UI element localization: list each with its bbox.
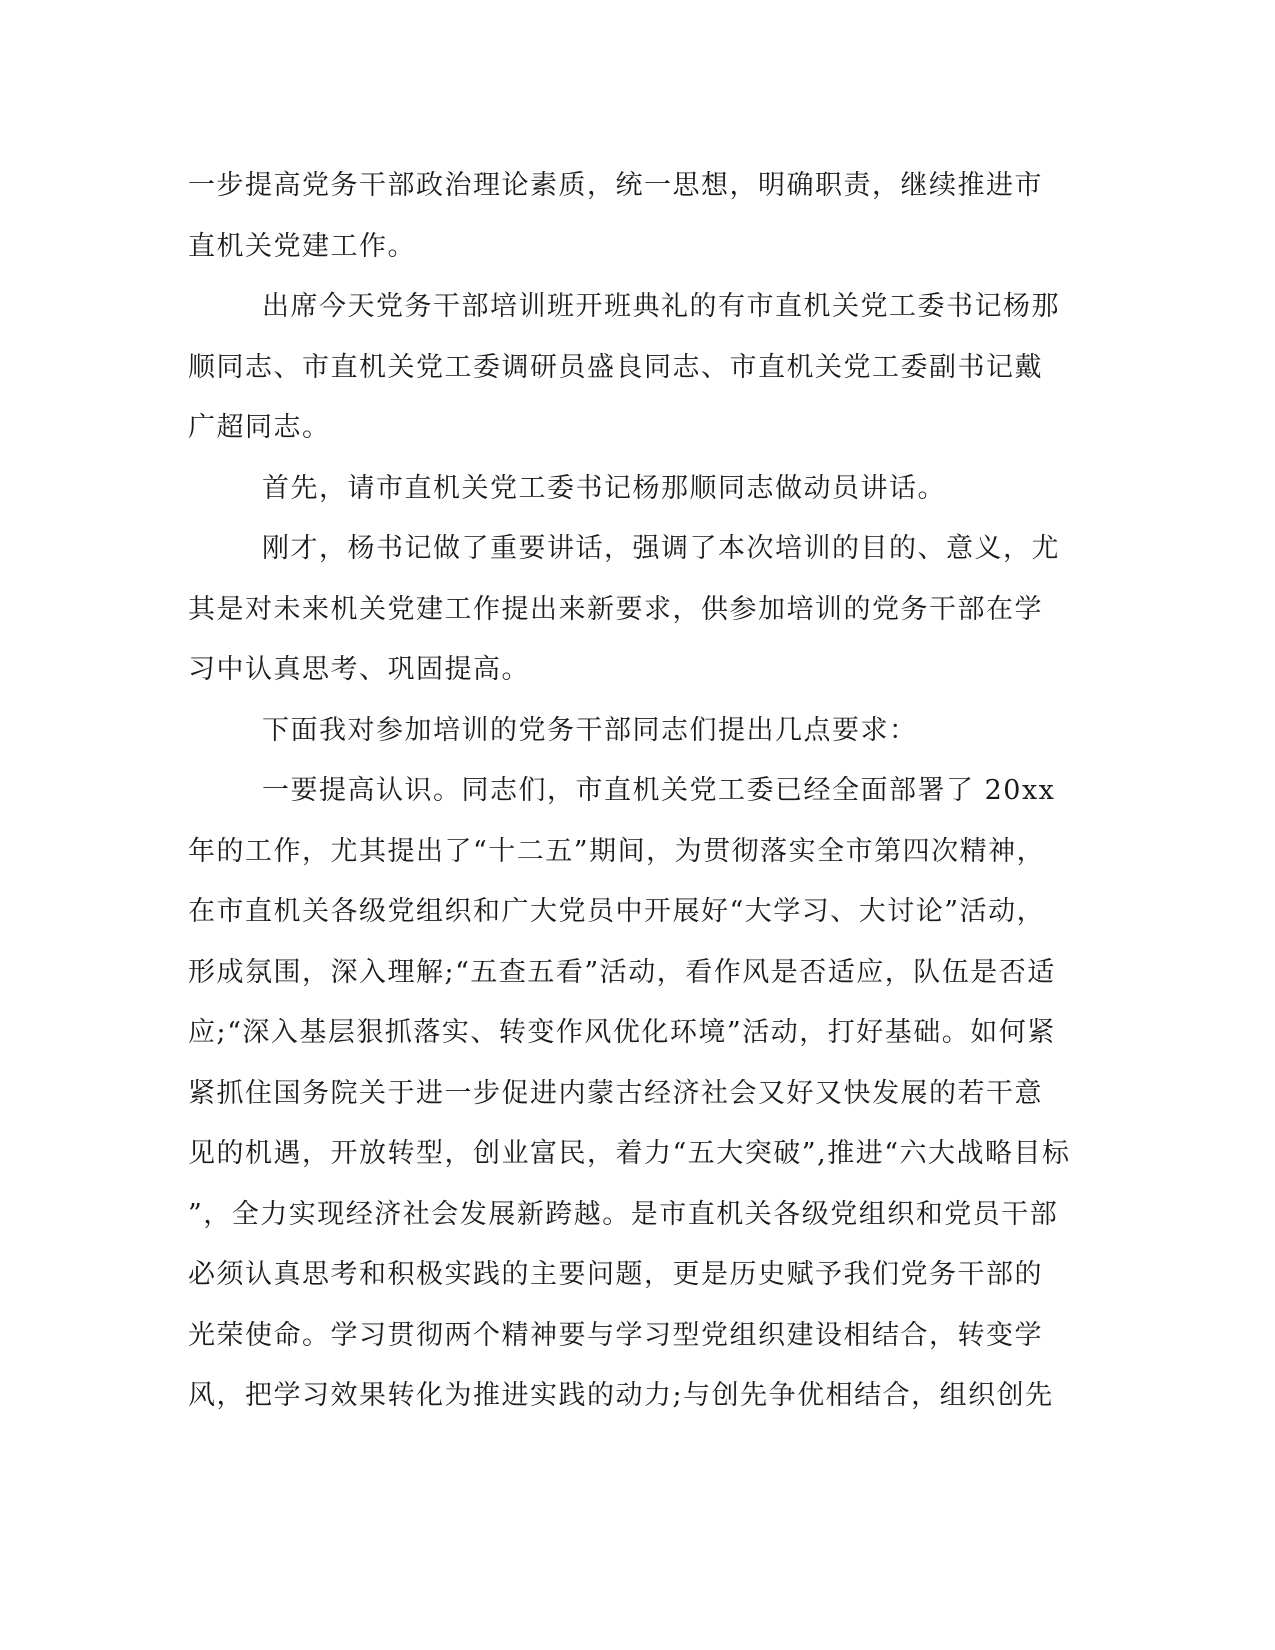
text-line-8: 其是对未来机关党建工作提出来新要求，供参加培训的党务干部在学: [188, 593, 1043, 625]
text-line-20: 光荣使命。学习贯彻两个精神要与学习型党组织建设相结合，转变学: [188, 1319, 1043, 1351]
text-line-13: 在市直机关各级党组织和广大党员中开展好“大学习、大讨论”活动，: [188, 896, 1046, 927]
text-line-18: ”，全力实现经济社会发展新跨越。是市直机关各级党组织和党员干部: [188, 1198, 1059, 1230]
text-line-7: 刚才，杨书记做了重要讲话，强调了本次培训的目的、意义，尤: [262, 533, 1060, 564]
text-line-12: 年的工作，尤其提出了“十二五”期间，为贯彻落实全市第四次精神，: [188, 835, 1046, 867]
text-line-4: 顺同志、市直机关党工委调研员盛良同志、市直机关党工委副书记戴: [188, 351, 1043, 383]
text-line-14: 形成氛围，深入理解;“五查五看”活动，看作风是否适应，队伍是否适: [188, 956, 1056, 988]
text-line-21: 风，把学习效果转化为推进实践的动力;与创先争优相结合，组织创先: [188, 1380, 1054, 1411]
text-line-2: 直机关党建工作。: [188, 230, 416, 262]
text-line-1: 一步提高党务干部政治理论素质，统一思想，明确职责，继续推进市: [188, 170, 1043, 201]
body-text: [188, 156, 1071, 1427]
text-line-5: 广超同志。: [188, 412, 331, 443]
text-line-19: 必须认真思考和积极实践的主要问题，更是历史赋予我们党务干部的: [188, 1259, 1043, 1290]
text-line-6: 首先，请市直机关党工委书记杨那顺同志做动员讲话。: [262, 472, 946, 504]
text-line-15: 应;“深入基层狠抓落实、转变作风优化环境”活动，打好基础。如何紧: [188, 1017, 1056, 1048]
text-line-16: 紧抓住国务院关于进一步促进内蒙古经济社会又好又快发展的若干意: [188, 1077, 1043, 1109]
text-line-9: 习中认真思考、巩固提高。: [188, 654, 530, 685]
text-line-11: 一要提高认识。同志们，市直机关党工委已经全面部署了 20xx: [262, 775, 1056, 806]
text-line-10: 下面我对参加培训的党务干部同志们提出几点要求：: [262, 714, 918, 746]
text-line-17: 见的机遇，开放转型，创业富民，着力“五大突破”,推进“六大战略目标: [188, 1138, 1071, 1169]
text-line-3: 出席今天党务干部培训班开班典礼的有市直机关党工委书记杨那: [262, 291, 1060, 322]
